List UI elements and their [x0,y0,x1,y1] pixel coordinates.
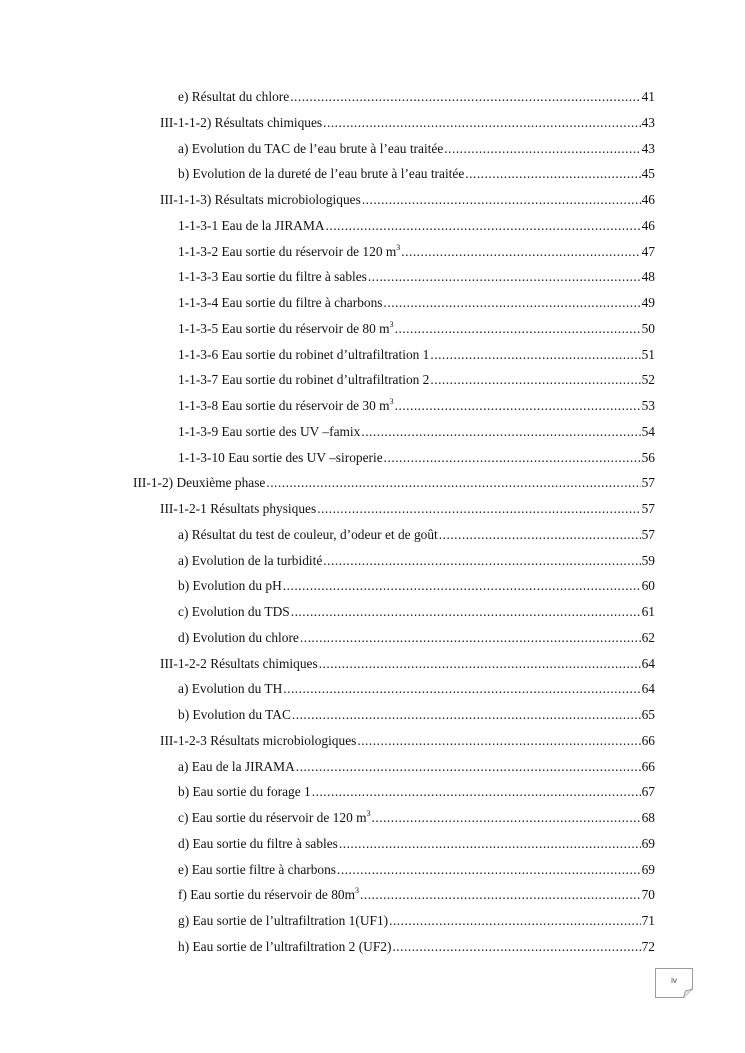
toc-entry[interactable] [0,187,745,213]
toc-entry[interactable] [0,728,745,754]
toc-dot-leader [283,676,640,702]
toc-entry-page: 57 [641,475,655,491]
toc-entry[interactable] [0,702,745,728]
toc-dot-leader [290,84,640,110]
toc-entry-page: 66 [641,732,655,748]
toc-entry[interactable] [0,110,745,136]
toc-entry[interactable] [0,393,745,419]
toc-dot-leader [395,316,641,342]
toc-entry-title [133,470,265,496]
toc-entry-title [178,573,282,599]
toc-entry-page: 66 [641,758,655,774]
toc-entry-page: 41 [641,89,655,104]
toc-entry[interactable] [0,805,745,831]
toc-entry-title [178,599,290,625]
toc-dot-leader [337,857,641,883]
toc-entry-title [178,239,400,265]
toc-entry-page: 54 [641,423,655,439]
toc-entry-title-text: d) Eau sortie du filtre à sables [178,835,338,851]
toc-entry-title [178,342,429,368]
toc-entry-title-text: 1-1-3-9 Eau sortie des UV –famix [178,423,361,439]
toc-entry-superscript: 3 [366,809,371,818]
toc-entry-title-text: h) Eau sortie de l’ultrafiltration 2 (UF2) [178,938,392,954]
toc-entry[interactable] [0,676,745,702]
toc-dot-leader [362,187,641,213]
toc-entry-title-text: a) Evolution du TH [178,681,283,697]
toc-entry-title [178,264,367,290]
toc-entry[interactable] [0,264,745,290]
toc-entry-page: 48 [641,269,655,285]
toc-entry[interactable] [0,625,745,651]
toc-entry-title [178,857,336,883]
toc-entry-title [178,702,291,728]
toc-entry-title [178,136,443,162]
toc-entry-title-text: e) Résultat du chlore [178,89,290,104]
toc-entry-title [160,496,316,522]
toc-entry-title-text: III-1-2-3 Résultats microbiologiques [160,732,357,748]
toc-entry[interactable] [0,161,745,187]
toc-entry-title [178,522,438,548]
toc-dot-leader [291,599,641,625]
toc-entry[interactable] [0,239,745,265]
toc-dot-leader [319,651,641,677]
toc-entry-title [178,754,295,780]
toc-entry-page: 64 [641,681,655,697]
toc-entry-title-text: d) Evolution du chlore [178,629,299,645]
toc-entry-page: 53 [641,398,655,413]
toc-entry-title-text: b) Evolution du pH [178,578,282,594]
toc-dot-leader [357,728,640,754]
toc-dot-leader [368,264,641,290]
toc-entry-page: 57 [641,501,655,516]
toc-entry-title [178,548,322,574]
toc-entry[interactable] [0,213,745,239]
toc-entry[interactable] [0,84,745,110]
toc-entry-title-text: III-1-1-3) Résultats microbiologiques [160,192,361,207]
toc-entry-title [178,316,394,342]
toc-entry-title-text: a) Evolution du TAC de l’eau brute à l’eau traitée [178,140,444,156]
toc-entry-page: 49 [641,295,655,310]
toc-entry-page: 62 [641,629,655,645]
toc-entry[interactable] [0,496,745,522]
toc-entry-page: 65 [641,707,655,722]
toc-entry-page: 59 [641,552,655,568]
toc-entry[interactable] [0,470,745,496]
toc-dot-leader [392,934,640,960]
toc-entry-page: 52 [641,372,655,388]
toc-entry[interactable] [0,599,745,625]
toc-entry-title-text: g) Eau sortie de l’ultrafiltration 1(UF1) [178,913,389,928]
toc-entry-page: 70 [641,887,655,903]
toc-entry-page: 69 [641,835,655,851]
toc-entry[interactable] [0,342,745,368]
toc-entry-title-text: a) Evolution de la turbidité [178,552,323,568]
toc-entry-superscript: 3 [389,397,394,406]
toc-entry[interactable] [0,136,745,162]
toc-entry-superscript: 3 [396,242,401,252]
toc-entry-title [178,882,359,908]
toc-dot-leader [361,419,640,445]
toc-entry[interactable] [0,882,745,908]
toc-entry-page: 57 [641,526,655,542]
toc-entry[interactable] [0,908,745,934]
toc-entry-page: 64 [641,655,655,671]
toc-entry-title-text: 1-1-3-5 Eau sortie du réservoir de 80 m [178,320,390,336]
toc-entry-title [178,213,325,239]
toc-dot-leader [296,754,641,780]
toc-entry-title-text: b) Eau sortie du forage 1 [178,784,311,800]
toc-entry-title [160,110,322,136]
toc-entry-title-text: 1-1-3-7 Eau sortie du robinet d’ultrafiltration 2 [178,372,430,388]
toc-entry-title [178,908,388,934]
toc-dot-leader [283,573,641,599]
toc-entry-title [178,367,429,393]
toc-entry-title [178,419,360,445]
toc-entry-title [178,934,391,960]
toc-entry[interactable] [0,934,745,960]
toc-entry-title [160,651,318,677]
toc-entry-page: 46 [641,192,655,207]
toc-entry-page: 60 [641,578,655,594]
toc-entry[interactable] [0,522,745,548]
toc-entry-page: 71 [641,913,655,928]
toc-entry[interactable] [0,419,745,445]
toc-entry-page: 67 [641,784,655,800]
toc-entry-page: 61 [641,604,655,619]
toc-entry-page: 50 [641,320,655,336]
toc-entry-title-text: e) Eau sortie filtre à charbons [178,861,337,877]
toc-entry[interactable] [0,857,745,883]
toc-entry-title [160,187,361,213]
toc-entry-page: 68 [641,810,655,825]
toc-dot-leader [292,702,641,728]
toc-entry-page: 46 [641,217,655,233]
toc-entry[interactable] [0,367,745,393]
toc-entry-page: 69 [641,861,655,877]
toc-entry-title-text: III-1-2-2 Résultats chimiques [160,655,318,671]
toc-entry-title [178,84,289,110]
toc-entry-superscript: 3 [355,886,359,896]
toc-entry-page: 43 [641,140,655,156]
toc-entry-title [178,161,464,187]
toc-dot-leader [339,831,641,857]
table-of-contents [0,84,745,960]
toc-entry-title-text: 1-1-3-4 Eau sortie du filtre à charbons [178,295,383,310]
toc-entry-title [178,779,311,805]
toc-entry-page: 43 [641,114,655,130]
toc-entry[interactable] [0,651,745,677]
toc-entry-title [178,831,338,857]
toc-dot-leader [395,393,641,419]
toc-dot-leader [401,239,640,265]
toc-entry-superscript: 3 [389,319,394,329]
toc-entry[interactable] [0,573,745,599]
toc-entry-title-text: f) Eau sortie du réservoir de 80m [178,887,355,903]
toc-dot-leader [300,625,641,651]
toc-dot-leader [430,342,640,368]
toc-dot-leader [430,367,640,393]
toc-entry-title-text: a) Eau de la JIRAMA [178,758,295,774]
toc-entry-page: 47 [641,243,655,259]
toc-dot-leader [372,805,641,831]
toc-dot-leader [323,110,640,136]
toc-entry-page: 45 [641,166,655,182]
toc-entry[interactable] [0,548,745,574]
toc-entry[interactable] [0,316,745,342]
toc-entry-title-text: b) Evolution de la dureté de l’eau brute à l’eau traitée [178,166,465,182]
toc-entry-title-text: III-1-2-1 Résultats physiques [160,501,317,516]
toc-dot-leader [384,445,641,471]
toc-entry-page: 51 [641,346,655,362]
toc-entry-title-text: 1-1-3-2 Eau sortie du réservoir de 120 m [178,243,397,259]
toc-dot-leader [439,522,641,548]
toc-entry-title-text: 1-1-3-1 Eau de la JIRAMA [178,217,325,233]
toc-entry-title [160,728,356,754]
toc-entry-title-text: b) Evolution du TAC [178,707,291,722]
toc-entry-title [178,676,282,702]
toc-entry-page: 56 [641,449,655,465]
toc-dot-leader [384,290,641,316]
toc-entry[interactable] [0,831,745,857]
toc-dot-leader [312,779,641,805]
toc-entry-title-text: 1-1-3-6 Eau sortie du robinet d’ultrafiltration 1 [178,346,430,362]
toc-dot-leader [360,882,641,908]
toc-entry-title [178,805,371,831]
toc-entry[interactable] [0,290,745,316]
toc-entry-title-text: 1-1-3-8 Eau sortie du réservoir de 30 m [178,398,390,413]
toc-entry-title [178,290,383,316]
toc-dot-leader [317,496,640,522]
toc-entry-title-text: 1-1-3-3 Eau sortie du filtre à sables [178,269,367,285]
page-number: iv [671,976,677,985]
toc-entry[interactable] [0,779,745,805]
toc-dot-leader [266,470,640,496]
toc-entry-title-text: 1-1-3-10 Eau sortie des UV –siroperie [178,449,383,465]
toc-entry-title-text: c) Evolution du TDS [178,604,290,619]
toc-entry-title-text: a) Résultat du test de couleur, d’odeur et de goût [178,526,438,542]
toc-dot-leader [389,908,641,934]
toc-entry-title [178,445,383,471]
toc-entry[interactable] [0,445,745,471]
toc-entry-title [178,393,394,419]
toc-entry-title-text: c) Eau sortie du réservoir de 120 m [178,810,367,825]
toc-entry[interactable] [0,754,745,780]
toc-entry-page: 72 [641,938,655,954]
toc-dot-leader [326,213,641,239]
toc-dot-leader [444,136,640,162]
toc-entry-title-text: III-1-1-2) Résultats chimiques [160,114,323,130]
toc-entry-title-text: III-1-2) Deuxième phase [133,475,266,491]
toc-entry-title [178,625,299,651]
toc-dot-leader [323,548,640,574]
toc-dot-leader [465,161,640,187]
